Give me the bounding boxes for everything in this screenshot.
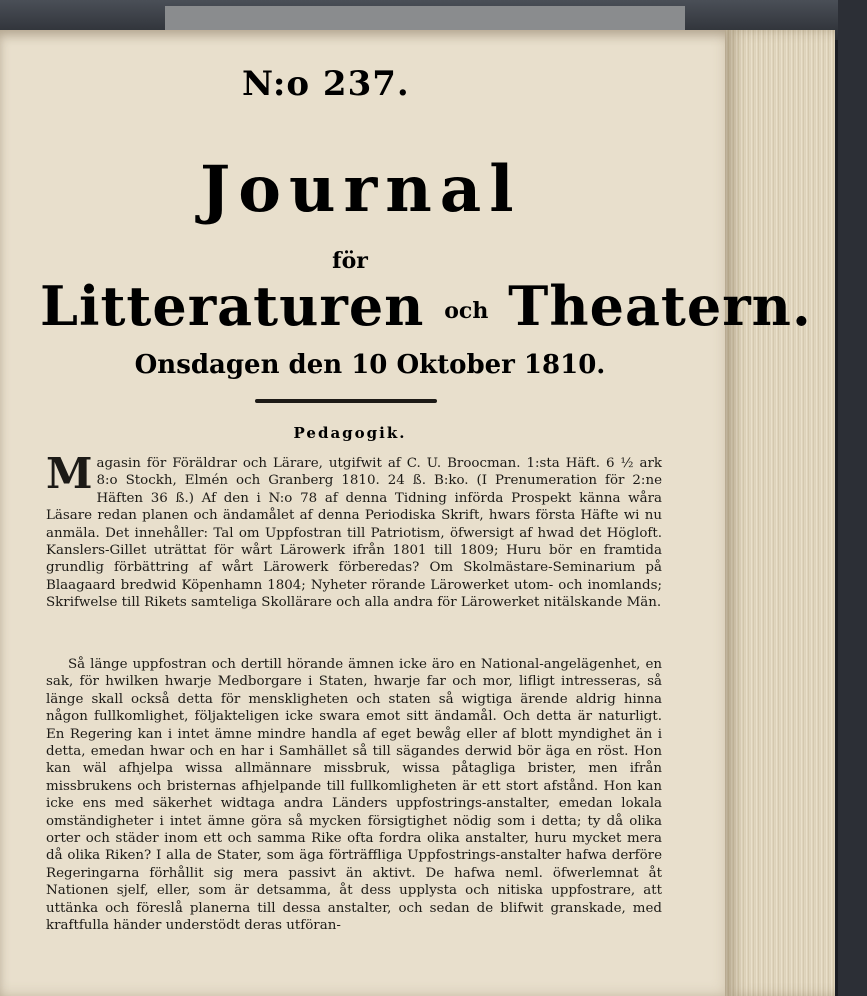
title-theatre: Theatern. [508,274,812,338]
masthead-title-for: för [332,248,368,274]
title-och: och [444,297,489,324]
divider-rule [255,399,437,403]
article-paragraph-2 [46,656,662,935]
paragraph-1-text: agasin för Föräldrar och Lärare, utgifwit af C. U. Broocman. 1:sta Häft. 6 ½ ark 8:o Stockh, Elmén och Granberg 1810. 24 ß. B:ko. (I Prenumeration för 2:ne Häften 36 ß.) Af den i N:o 78 af denna Tidning införda Prospekt känna wåra Läsare redan planen och ändamålet af denna Periodiska Skrift, hwars första Häfte wi nu anmäla. Det innehåller: Tal om Uppfostran till Patriotism, öfwersigt af hwad det Högloft. Kanslers-Gillet uträttat för wårt Lärowerk ifrån 1801 till 1809; Huru bör en framtida grundlig förbättring af wårt Lärowerk förberedas? Om Skolmästare-Seminarium på Blaagaard bredwid Köpenhamn 1804; Nyheter rörande Lärowerket utom- och inomlands; Skrifwelse till Rikets samteliga Skollärare och alla andra för Lärowerket nitälskande Män. [46,456,662,611]
issue-number: N:o 237. [242,64,410,104]
section-heading: Pedagogik. [293,424,407,442]
masthead-title-subject [40,274,812,338]
page-stack-edge [725,30,835,996]
article-paragraph-1 [46,449,662,612]
issue-date: Onsdagen den 10 Oktober 1810. [134,350,606,380]
title-literature: Litteraturen [40,274,425,338]
scanner-background-right [838,0,867,996]
drop-cap: M [46,449,93,498]
masthead-title-journal: Journal [200,152,522,227]
paragraph-2-text: Så länge uppfostran och dertill hörande ämnen icke äro en National-angelägenhet, en sak, för hwilken hwarje Medborgare i Staten, hwarje far och mor, lifligt intresseras, så länge skall också detta för menskligheten och staten så wigtiga ärende aldrig hinna någon fullkomlighet, följakteligen icke swara emot sitt ändamål. Och detta är naturligt. En Regering kan i intet ämne mindre handla af eget bewåg eller af blott myndighet än i detta, emedan hwar och en har i Samhället så till sägandes derwid bör äga en röst. Hon kan wäl afhjelpa wissa allmännare missbruk, wissa påtagliga brister, men ifrån missbrukens och bristernas afhjelpande till fullkomligheten är ett stort afstånd. Hon kan icke ens med säkerhet widtaga andra Länders uppfostrings-anstalter, emedan lokala omständigheter i intet ämne göra så mycken försigtighet nödig som i detta; ty då olika orter och städer inom ett och samma Rike ofta fordra olika anstalter, huru mycket mera då olika Riken? I alla de Stater, som äga förträffliga Uppfostrings-anstalter hafwa derföre Regeringarna förhållit sig mera passivt än aktivt. De hafwa neml. öfwerlemnat åt Nationen sjelf, eller, som är detsamma, åt dess upplysta och nitiska uppfostrare, att uttänka och föreslå planerna till dessa anstalter, och sedan de blifwit granskade, med kraftfulla händer understödt deras utföran- [46,657,662,934]
